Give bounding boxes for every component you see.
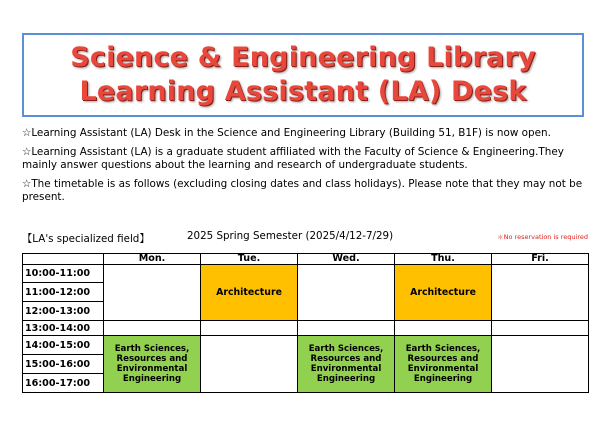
day-header-thu: Thu. <box>395 254 492 265</box>
corner-cell <box>23 254 104 265</box>
time-slot: 11:00-12:00 <box>23 283 104 302</box>
slot-architecture-thu: Architecture <box>395 265 492 321</box>
time-slot: 14:00-15:00 <box>23 336 104 355</box>
specialized-field-label: 【LA's specialized field】 <box>22 233 150 245</box>
notice-open: ☆Learning Assistant (LA) Desk in the Science and Engineering Library (Building 51, B1F) is now open. <box>22 127 551 139</box>
reservation-note: ＊No reservation is required <box>497 233 588 241</box>
title-banner <box>22 33 584 117</box>
slot-empty <box>201 336 298 393</box>
time-slot: 12:00-13:00 <box>23 302 104 321</box>
slot-empty <box>492 321 589 336</box>
slot-empty <box>104 321 201 336</box>
slot-empty <box>104 265 201 321</box>
slot-earth-sciences-thu <box>395 336 492 393</box>
timetable-row <box>23 321 589 336</box>
earth-line-4: Engineering <box>413 374 473 384</box>
earth-line-2: Resources and <box>116 354 188 364</box>
notice-timetable: ☆The timetable is as follows (excluding closing dates and class holidays). Please note that they may not be present. <box>22 178 583 203</box>
slot-earth-sciences-mon <box>104 336 201 393</box>
day-header-fri: Fri. <box>492 254 589 265</box>
day-header-wed: Wed. <box>298 254 395 265</box>
slot-architecture-tue: Architecture <box>201 265 298 321</box>
notice-text <box>22 127 592 210</box>
semester-label: 2025 Spring Semester (2025/4/12-7/29) <box>187 230 394 242</box>
notice-la-description: ☆Learning Assistant (LA) is a graduate student affiliated with the Faculty of Science & Engineering.They mainly answer questions about the learning and research of undergraduate students. <box>22 146 564 171</box>
timetable-header-row <box>23 254 589 265</box>
time-slot: 10:00-11:00 <box>23 265 104 283</box>
slot-empty <box>395 321 492 336</box>
timetable-row <box>23 265 589 283</box>
banner-title-line-1: Science & Engineering Library <box>70 42 536 73</box>
earth-line-4: Engineering <box>316 374 376 384</box>
slot-earth-sciences-wed <box>298 336 395 393</box>
earth-line-3: Environmental <box>407 364 479 374</box>
day-header-mon: Mon. <box>104 254 201 265</box>
earth-line-2: Resources and <box>310 354 382 364</box>
day-header-tue: Tue. <box>201 254 298 265</box>
field-header-row <box>22 230 588 244</box>
earth-line-1: Earth Sciences, <box>308 344 384 354</box>
banner-title-line-2: Learning Assistant (LA) Desk <box>79 76 527 107</box>
earth-line-2: Resources and <box>407 354 479 364</box>
time-slot: 16:00-17:00 <box>23 374 104 393</box>
slot-empty <box>201 321 298 336</box>
slot-empty <box>492 265 589 321</box>
timetable-row <box>23 336 589 355</box>
time-slot: 15:00-16:00 <box>23 355 104 374</box>
timetable <box>22 253 589 393</box>
earth-line-1: Earth Sciences, <box>114 344 190 354</box>
time-slot: 13:00-14:00 <box>23 321 104 336</box>
earth-line-1: Earth Sciences, <box>405 344 481 354</box>
slot-empty <box>492 336 589 393</box>
slot-empty <box>298 321 395 336</box>
earth-line-4: Engineering <box>122 374 182 384</box>
slot-empty <box>298 265 395 321</box>
earth-line-3: Environmental <box>116 364 188 374</box>
earth-line-3: Environmental <box>310 364 382 374</box>
